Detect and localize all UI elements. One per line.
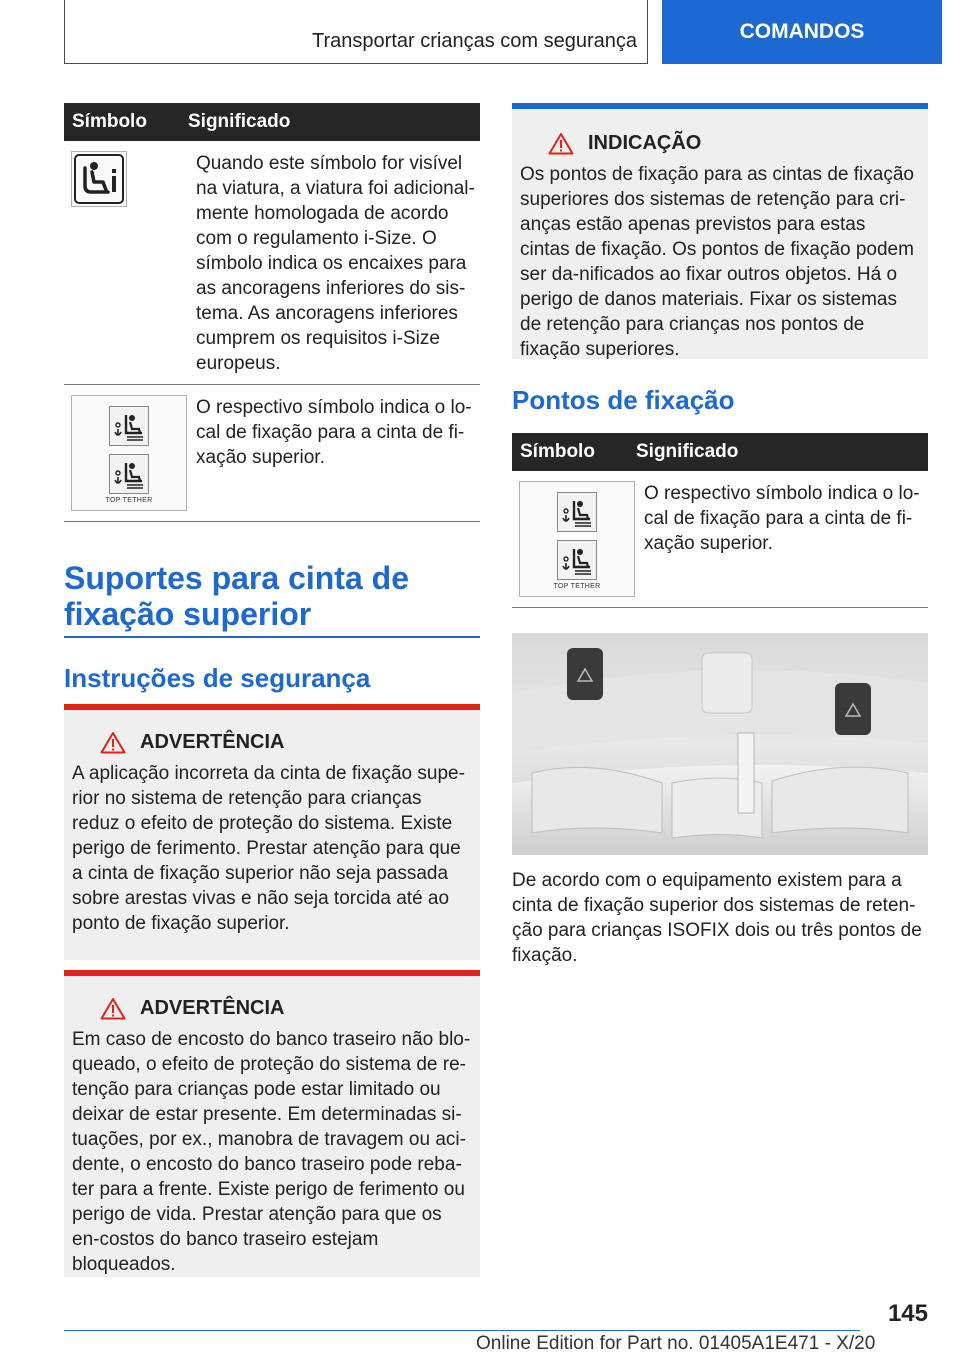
right-symbol-table xyxy=(512,433,928,608)
tether-anchor-icon xyxy=(109,406,149,446)
section-heading: Pontos de fixação xyxy=(512,385,735,415)
tether-anchor-icon xyxy=(557,540,597,580)
table-row xyxy=(64,385,480,522)
warning-text: A aplicação incorreta da cinta de fixação supe-rior no sistema de retenção para crianças reduz o efeito de proteção do sistema. Existe perigo de ferimento. Prestar atenção para que a cinta de fixação superior não seja passada sobre arestas vivas e não seja torcida até ao ponto de fixação superior. xyxy=(72,763,465,934)
notice-box xyxy=(512,103,928,359)
section-heading: Suportes para cinta de fixação superior xyxy=(64,560,409,632)
symbol-cell xyxy=(512,471,644,607)
meaning-text: O respectivo símbolo indica o lo-cal de fixação para a cinta de fi-xação superior. xyxy=(196,397,472,468)
symbol-cell xyxy=(64,385,196,521)
rear-seat-photo xyxy=(512,633,928,855)
warning-box xyxy=(64,704,480,960)
page-number: 145 xyxy=(887,1300,928,1327)
top-tether-icon xyxy=(519,481,635,597)
warning-triangle-icon xyxy=(100,731,126,754)
col-meaning-header: Significado xyxy=(188,111,291,132)
edition-text: Online Edition for Part no. 01405A1E471 - X/20 xyxy=(476,1333,876,1354)
tether-anchor-icon xyxy=(109,454,149,494)
notice-text: Os pontos de fixação para as cintas de fixação superiores dos sistemas de retenção para cri-anças estão apenas previstos para estas cintas de fixação. Os pontos de fixação podem ser da-nificados ao fixar outros objetos. Há o perigo de danos materiais. Fixar os sistemas de retenção para crianças nos pontos de fixação superiores. xyxy=(520,164,914,360)
warning-title: ADVERTÊNCIA xyxy=(72,996,472,1021)
warning-triangle-icon xyxy=(100,997,126,1020)
col-symbol-header: Símbolo xyxy=(520,441,595,462)
section-title: Transportar crianças com segurança xyxy=(312,30,637,52)
tether-anchor-icon xyxy=(557,492,597,532)
warning-box xyxy=(64,970,480,1277)
table-row xyxy=(512,471,928,608)
warning-triangle-icon xyxy=(548,132,574,155)
tether-label: TOP TETHER xyxy=(105,497,153,504)
left-symbol-table xyxy=(64,103,480,522)
warning-title: ADVERTÊNCIA xyxy=(72,730,472,755)
chapter-tab: COMANDOS xyxy=(662,0,942,64)
table-header xyxy=(64,103,480,141)
notice-title: INDICAÇÃO xyxy=(520,131,920,156)
header-section-box xyxy=(64,0,648,64)
table-row xyxy=(64,141,480,385)
photo-caption: De acordo com o equipamento existem para a cinta de fixação superior dos sistemas de reten-ção para crianças ISOFIX dois ou três pontos de fixação. xyxy=(512,870,922,966)
footer-rule xyxy=(64,1330,860,1331)
subheading: Instruções de segurança xyxy=(64,663,371,693)
col-symbol-header: Símbolo xyxy=(72,111,147,132)
meaning-text: O respectivo símbolo indica o lo-cal de fixação para a cinta de fi-xação superior. xyxy=(644,483,920,554)
warning-text: Em caso de encosto do banco traseiro não blo-queado, o efeito de proteção do sistema de re-tenção para crianças pode estar limitado ou deixar de estar presente. Em determinadas si-tuações, por ex., manobra de travagem ou aci-dente, o encosto do banco traseiro pode reba-ter para a frente. Existe perigo de ferimento ou perigo de vida. Prestar atenção para que os en-costos do banco traseiro estejam bloqueados. xyxy=(72,1029,471,1275)
isize-child-seat-icon xyxy=(71,151,127,207)
symbol-cell xyxy=(64,141,196,384)
table-header xyxy=(512,433,928,471)
meaning-text: Quando este símbolo for visível na viatura, a viatura foi adicional-mente homologada de acordo com o regulamento i-Size. O símbolo indica os encaixes para as ancoragens inferiores do sis-tema. As ancoragens inferiores cumprem os requisitos i-Size europeus. xyxy=(196,153,475,374)
col-meaning-header: Significado xyxy=(636,441,739,462)
top-tether-icon xyxy=(71,395,187,511)
tether-label: TOP TETHER xyxy=(553,583,601,590)
heading-rule xyxy=(64,636,480,638)
